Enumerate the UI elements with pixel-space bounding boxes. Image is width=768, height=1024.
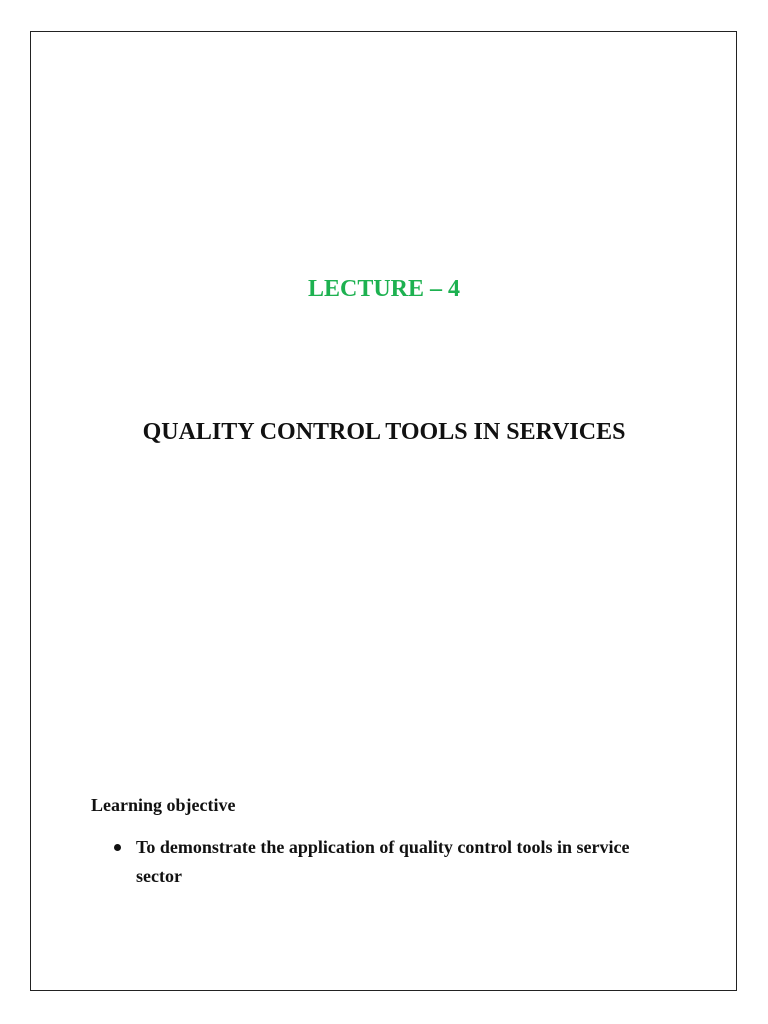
page-title: QUALITY CONTROL TOOLS IN SERVICES [142,419,626,445]
list-item-text: To demonstrate the application of quality control tools in service sector [136,837,630,886]
learning-objective-heading: Learning objective [91,795,236,815]
lecture-heading: LECTURE – 4 [307,276,461,302]
list-item [108,833,668,891]
learning-objective-list [108,833,668,891]
bullet-icon [114,844,121,851]
